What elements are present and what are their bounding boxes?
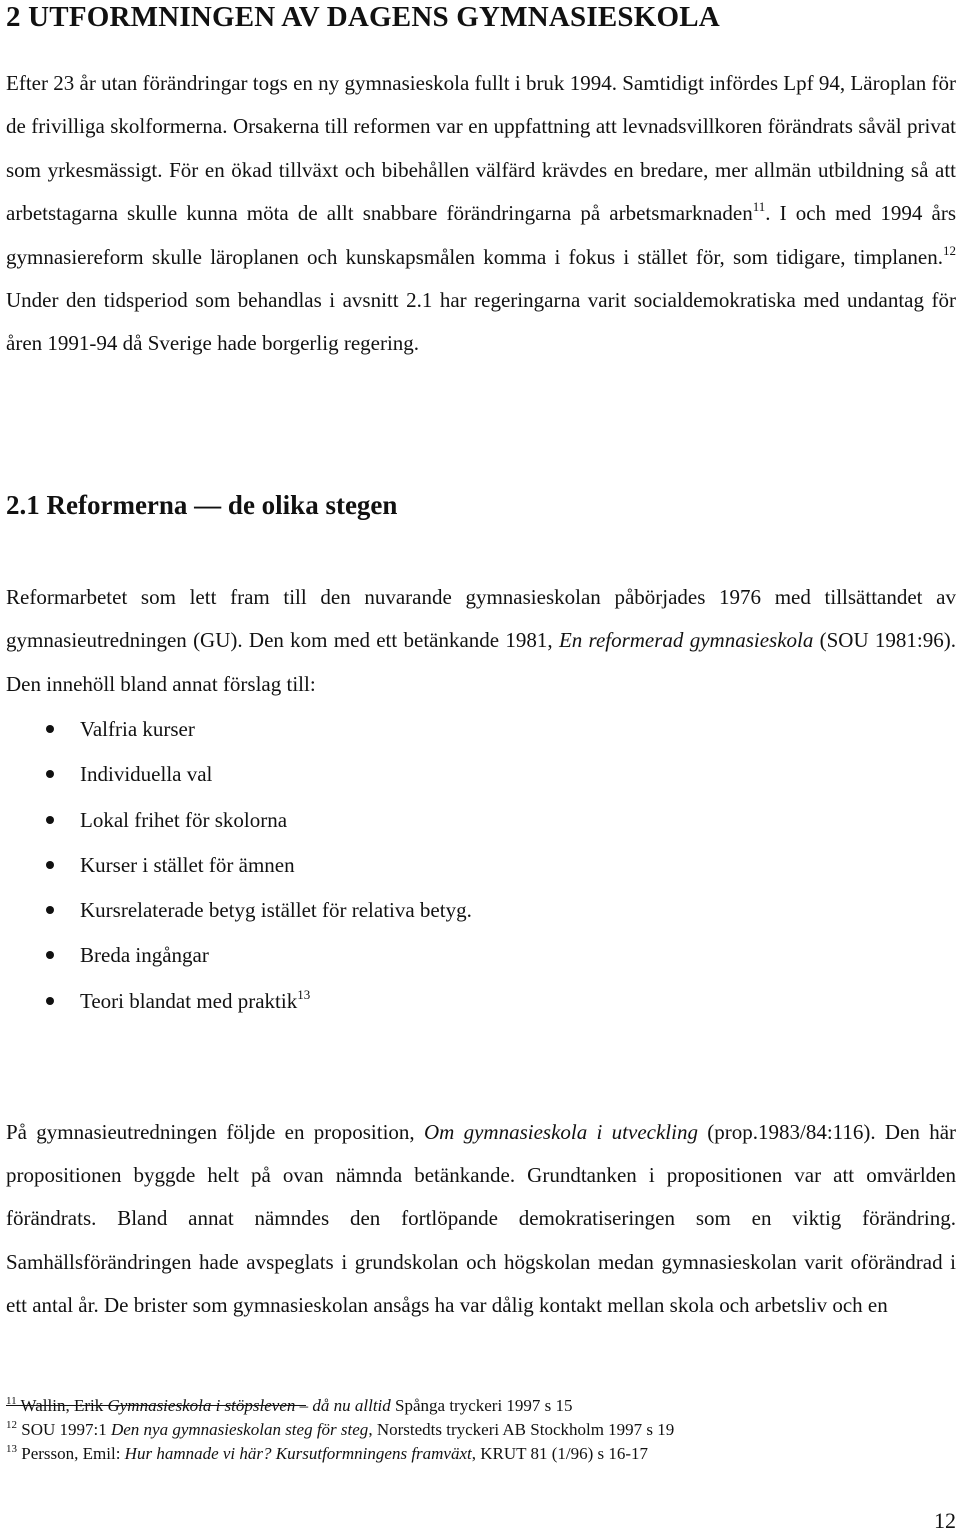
bullet-icon: [46, 951, 54, 959]
list-item: Individuella val: [6, 752, 956, 797]
section-p1-text-a: Reformarbetet som lett fram till den nuvarande gymnasieskolan påbörjades 1976 med tillsättandet av gymnasieutredningen (GU). Den kom med ett betänkande 1981,: [6, 585, 956, 653]
footnote-ref-13[interactable]: 13: [297, 986, 311, 1002]
section-p2-text-a: På gymnasieutredningen följde en proposition,: [6, 1120, 424, 1144]
footnote-ref-11[interactable]: 11: [752, 199, 766, 215]
intro-text-1: Efter 23 år utan förändringar togs en ny gymnasieskola fullt i bruk 1994. Samtidigt infördes Lpf 94, Läroplan för de frivilliga skolformerna. Orsakerna till reformen var en uppfattning att levnadsvillkoren förändrats såväl privat som yrkesmässigt. För en ökad tillväxt och bibehållen välfärd krävdes en bredare, mer allmän utbildning så att arbetstagarna skulle kunna möta de allt snabbare förändringarna på arbetsmarknaden: [6, 71, 956, 226]
section-heading: 2.1 Reformerna — de olika stegen: [6, 490, 398, 520]
section-p1-title: En reformerad gymnasieskola: [558, 628, 814, 653]
intro-text-3: Under den tidsperiod som behandlas i avsnitt 2.1 har regeringarna varit socialdemokratiska med undantag för åren 1991-94 då Sverige hade borgerlig regering.: [6, 288, 956, 356]
bullet-icon: [46, 906, 54, 914]
section-paragraph-1: [6, 576, 956, 706]
section-p2-title: Om gymnasieskola i utveckling: [423, 1120, 698, 1144]
chapter-heading: 2 UTFORMNINGEN AV DAGENS GYMNASIESKOLA: [6, 1, 720, 33]
footnote-12: $^{12}$ SOU 1997:1 Den nya gymnasieskolan steg för steg, Norstedts tryckeri AB Stockholm 1997 s 19: [6, 1419, 675, 1439]
page-number: 12: [934, 1508, 956, 1533]
section-p1-text-b: (SOU 1981:96). Den innehöll bland annat förslag till:: [6, 628, 957, 696]
bullet-icon: [46, 725, 54, 733]
list-item: Breda ingångar: [6, 933, 956, 978]
footnote-ref-12[interactable]: 12: [943, 242, 956, 258]
list-item: Valfria kurser: [6, 707, 956, 752]
bullet-icon: [46, 997, 54, 1005]
bullet-icon: [46, 861, 54, 869]
bullet-icon: [46, 816, 54, 824]
intro-text-2: . I och med 1994 års gymnasiereform skulle läroplanen och kunskapsmålen komma i fokus i stället för, som tidigare, timplanen.: [6, 201, 956, 269]
footnote-13: $^{13}$ Persson, Emil: Hur hamnade vi här? Kursutformningens framväxt, KRUT 81 (1/96) s 16-17: [6, 1443, 649, 1463]
intro-paragraph: [6, 62, 956, 366]
list-item: Kurser i stället för ämnen: [6, 843, 956, 888]
list-item: Kursrelaterade betyg istället för relativa betyg.: [6, 888, 956, 933]
proposal-list: [6, 707, 956, 1024]
list-item: Lokal frihet för skolorna: [6, 798, 956, 843]
section-p2-text-b: (prop.1983/84:116). Den här propositionen byggde helt på ovan nämnda betänkande. Grundtanken i propositionen var att omvärlden förändrats. Bland annat nämndes den fortlöpande demokratiseringen som en viktig förändring. Samhällsförändringen hade avspeglats i grundskolan och högskolan medan gymnasieskolan varit oförändrad i ett antal år. De brister som gymnasieskolan ansågs ha var dålig kontakt mellan skola och arbetsliv och en: [6, 1120, 957, 1317]
section-paragraph-2: [6, 1111, 956, 1327]
footnote-11: $^{11}$ Wallin, Erik Gymnasieskola i stöpsleven – då nu alltid Spånga tryckeri 1997 s 15: [6, 1395, 573, 1415]
list-item: Teori blandat med praktik$^{13}$: [6, 979, 956, 1024]
bullet-icon: [46, 770, 54, 778]
